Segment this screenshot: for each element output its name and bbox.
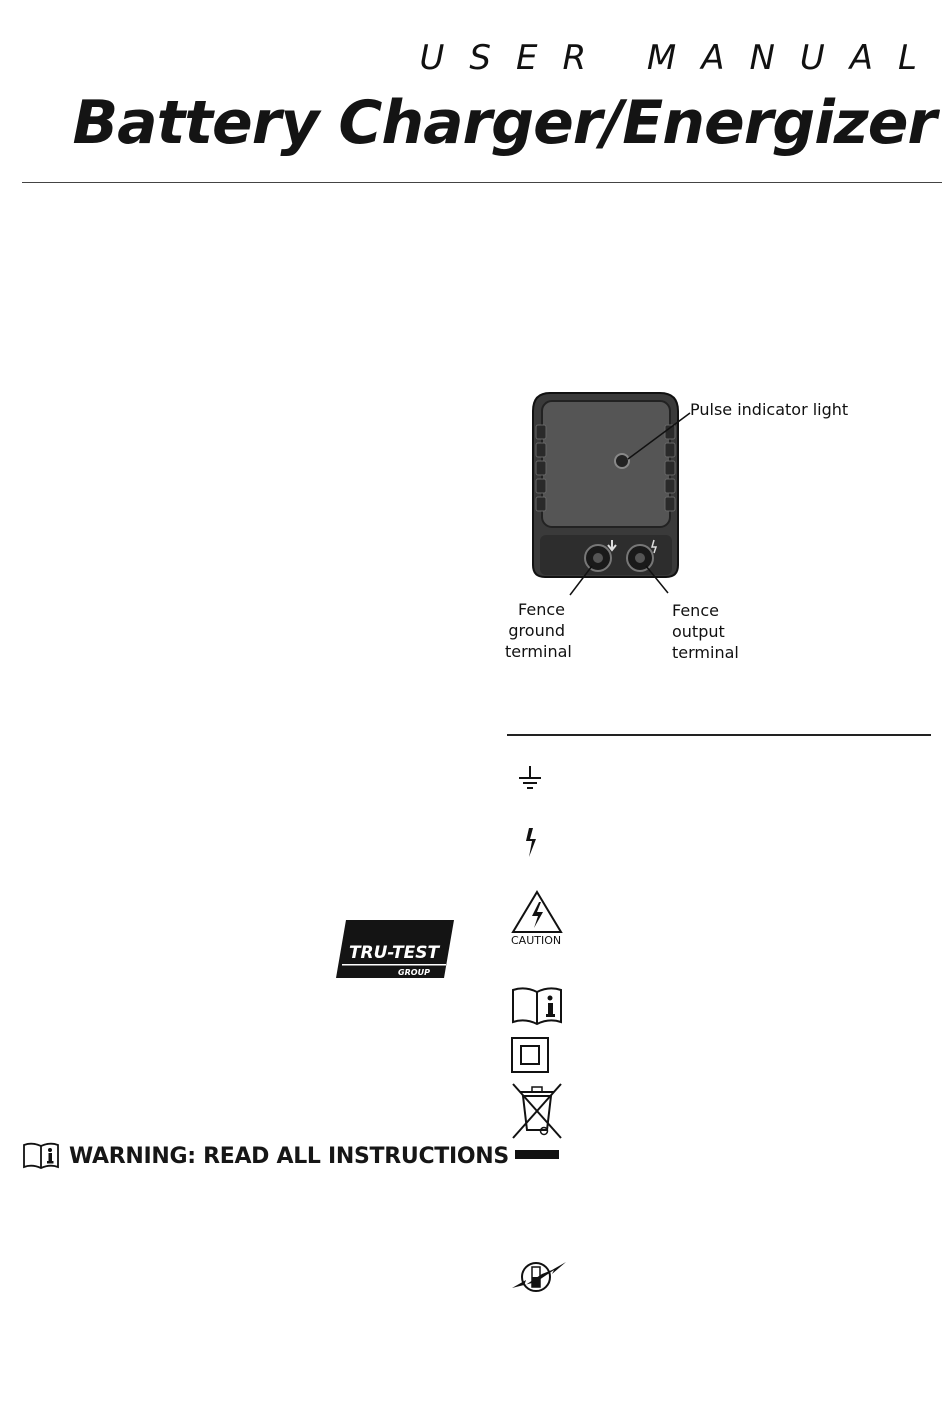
energizer-symbol-icon: [512, 1260, 568, 1294]
output-label-line-2: output: [672, 622, 725, 641]
fence-output-terminal-label: [672, 600, 739, 663]
ground-label-line-2: ground: [508, 621, 565, 640]
warning-banner: [22, 1142, 509, 1170]
logo-brand: TRU-TEST: [348, 943, 440, 963]
fence-ground-terminal-label: [505, 599, 572, 662]
header-divider: [22, 182, 942, 183]
document-title: Battery Charger/Energizer: [72, 88, 936, 158]
read-manual-icon: [22, 1142, 60, 1170]
pulse-indicator-label: Pulse indicator light: [690, 400, 849, 419]
output-label-line-1: Fence: [672, 601, 719, 620]
caution-label: CAUTION: [511, 934, 562, 947]
lightning-bolt-icon: [521, 827, 541, 859]
logo-sub: GROUP: [398, 968, 430, 977]
double-insulation-icon: [510, 1036, 550, 1074]
caution-triangle-icon: [511, 890, 563, 934]
weee-bin-icon: [510, 1082, 564, 1164]
manual-label: USER MANUAL: [419, 38, 942, 78]
tru-test-group-logo: [336, 920, 454, 978]
output-label-line-3: terminal: [672, 643, 739, 662]
read-manual-icon: [510, 986, 564, 1026]
ground-label-line-3: terminal: [505, 642, 572, 661]
ground-symbol-icon: [516, 764, 544, 792]
ground-label-line-1: Fence: [518, 600, 565, 619]
symbols-divider: [507, 734, 931, 736]
warning-text: WARNING: READ ALL INSTRUCTIONS: [69, 1143, 509, 1169]
